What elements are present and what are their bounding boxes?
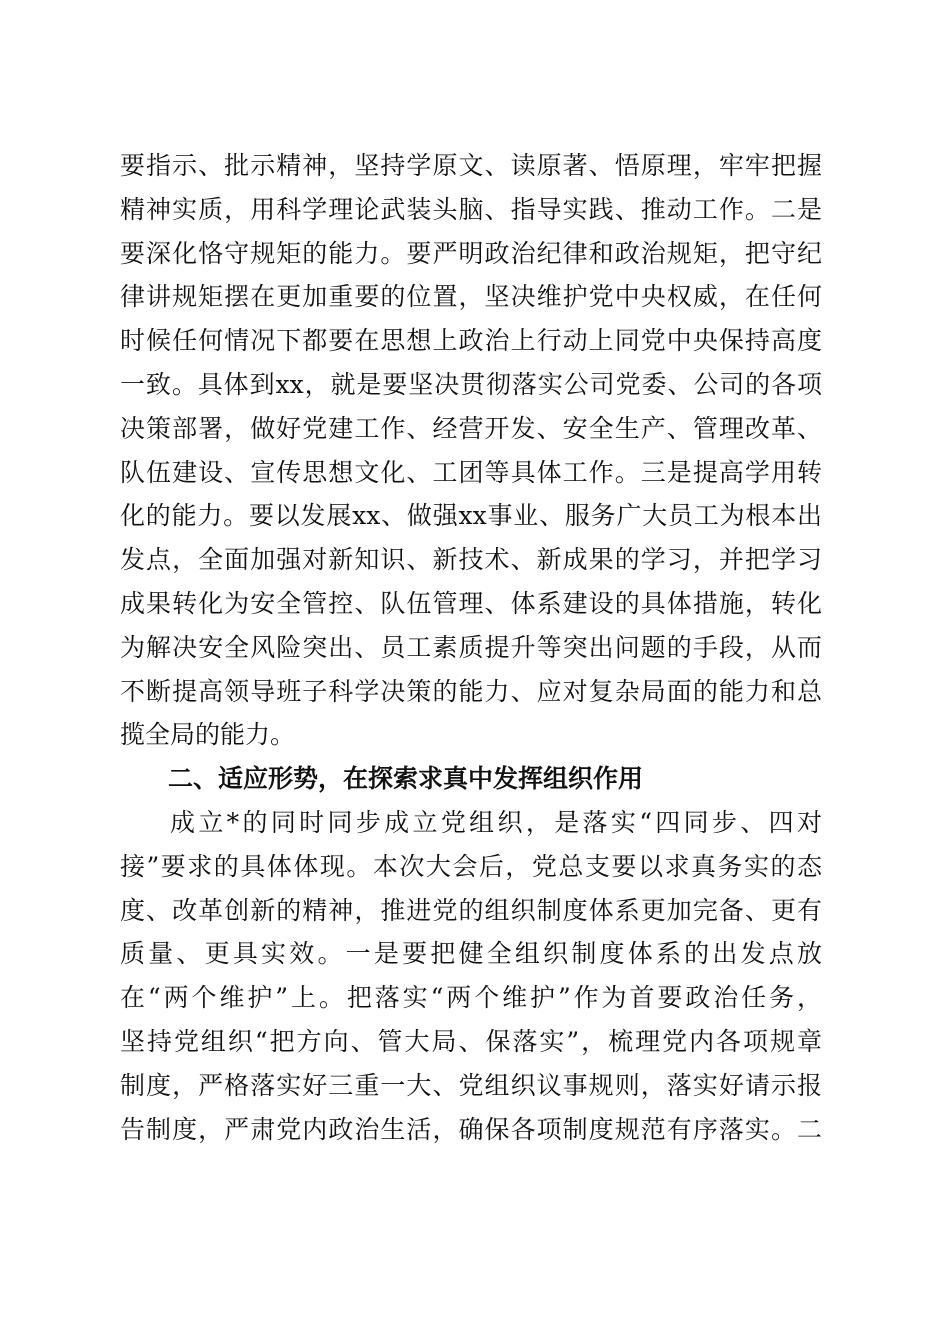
paragraph-1 bbox=[120, 144, 822, 757]
text-line: 精神实质，用科学理论武装头脑、指导实践、推动工作。二是 bbox=[120, 194, 822, 224]
text-line: 接”要求的具体体现。本次大会后，党总支要以求真务实的态 bbox=[120, 851, 822, 881]
text-line: 要指示、批示精神，坚持学原文、读原著、悟原理，牢牢把握 bbox=[120, 151, 822, 180]
text-line: 不断提高领导班子科学决策的能力、应对复杂局面的能力和总 bbox=[120, 676, 822, 706]
text-line: 律讲规矩摆在更加重要的位置，坚决维护党中央权威，在任何 bbox=[120, 282, 822, 312]
paragraph-2 bbox=[120, 801, 822, 1151]
document-body bbox=[120, 144, 822, 1151]
text-line: 揽全局的能力。 bbox=[120, 720, 296, 750]
text-line: 一致。具体到xx，就是要坚决贯彻落实公司党委、公司的各项 bbox=[120, 369, 822, 399]
text-line: 度、改革创新的精神，推进党的组织制度体系更加完备、更有 bbox=[120, 895, 822, 925]
text-line: 队伍建设、宣传思想文化、工团等具体工作。三是提高学用转 bbox=[120, 457, 822, 487]
text-line: 要深化恪守规矩的能力。要严明政治纪律和政治规矩，把守纪 bbox=[120, 238, 822, 268]
text-line: 为解决安全风险突出、员工素质提升等突出问题的手段，从而 bbox=[120, 632, 822, 662]
text-line: 成果转化为安全管控、队伍管理、体系建设的具体措施，转化 bbox=[120, 588, 822, 618]
text-line: 决策部署，做好党建工作、经营开发、安全生产、管理改革、 bbox=[120, 413, 822, 443]
text-line: 坚持党组织“把方向、管大局、保落实”，梳理党内各项规章 bbox=[120, 1026, 822, 1056]
section-heading: 二、适应形势，在探索求真中发挥组织作用 bbox=[168, 764, 644, 794]
text-line: 成立*的同时同步成立党组织，是落实“四同步、四对 bbox=[170, 807, 822, 837]
text-line: 质量、更具实效。一是要把健全组织制度体系的出发点放 bbox=[120, 939, 822, 969]
text-line: 告制度，严肃党内政治生活，确保各项制度规范有序落实。二 bbox=[120, 1114, 822, 1144]
text-line: 时候任何情况下都要在思想上政治上行动上同党中央保持高度 bbox=[120, 326, 822, 356]
text-line: 发点，全面加强对新知识、新技术、新成果的学习，并把学习 bbox=[120, 545, 822, 575]
text-line: 化的能力。要以发展xx、做强xx事业、服务广大员工为根本出 bbox=[120, 501, 822, 531]
text-line: 制度，严格落实好三重一大、党组织议事规则，落实好请示报 bbox=[120, 1070, 822, 1100]
text-line: 在“两个维护”上。把落实“两个维护”作为首要政治任务， bbox=[120, 983, 822, 1013]
